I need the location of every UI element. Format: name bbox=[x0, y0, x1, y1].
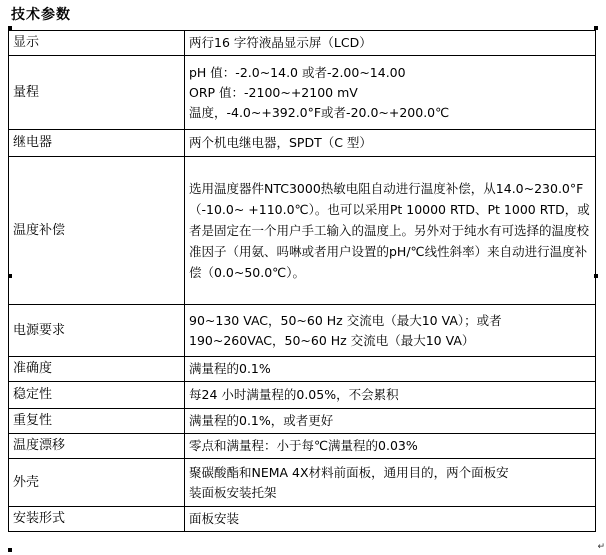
row-label: 温度补偿 bbox=[9, 157, 185, 305]
table-row bbox=[9, 31, 596, 56]
row-value: 每24 小时满量程的0.05%，不会累积 bbox=[185, 382, 596, 409]
row-label: 量程 bbox=[9, 56, 185, 130]
row-label: 温度漂移 bbox=[9, 434, 185, 459]
table-handle-bottom-left bbox=[8, 548, 12, 552]
table-row bbox=[9, 382, 596, 409]
spec-table bbox=[8, 30, 596, 532]
row-value: 面板安装 bbox=[185, 507, 596, 532]
row-label: 准确度 bbox=[9, 357, 185, 382]
row-label: 重复性 bbox=[9, 409, 185, 434]
table-row bbox=[9, 507, 596, 532]
row-value: 聚碳酸酯和NEMA 4X材料前面板，通用目的，两个面板安 装面板安装托架 bbox=[185, 459, 596, 507]
table-row bbox=[9, 434, 596, 459]
paragraph-mark-icon: ↵ bbox=[597, 542, 605, 552]
row-label: 外壳 bbox=[9, 459, 185, 507]
row-value: 两个机电继电器，SPDT（C 型） bbox=[185, 130, 596, 157]
table-row bbox=[9, 305, 596, 357]
table-row bbox=[9, 357, 596, 382]
row-value: 两行16 字符液晶显示屏（LCD） bbox=[185, 31, 596, 56]
row-label: 继电器 bbox=[9, 130, 185, 157]
table-row bbox=[9, 56, 596, 130]
table-row bbox=[9, 459, 596, 507]
row-label: 显示 bbox=[9, 31, 185, 56]
row-value: 选用温度器件NTC3000热敏电阻自动进行温度补偿，从14.0~230.0°F（-10.0~ +110.0℃）。也可以采用Pt 10000 RTD、Pt 1000 RTD，或者是固定在一个用户手工输入的温度上。另外对于纯水有可选择的温度校准因子（用氨、吗啉或者用户设置的pH/℃线性斜率）来自动进行温度补偿（0.0~50.0℃）。 bbox=[185, 157, 596, 305]
table-row bbox=[9, 409, 596, 434]
row-label: 安装形式 bbox=[9, 507, 185, 532]
section-title: 技术参数 bbox=[11, 7, 71, 23]
row-label: 电源要求 bbox=[9, 305, 185, 357]
row-value: 满量程的0.1% bbox=[185, 357, 596, 382]
row-value: 零点和满量程：小于每℃满量程的0.03% bbox=[185, 434, 596, 459]
table-row bbox=[9, 157, 596, 305]
row-value: pH 值：-2.0~14.0 或者-2.00~14.00 ORP 值：-2100~+2100 mV 温度，-4.0~+392.0°F或者-20.0~+200.0℃ bbox=[185, 56, 596, 130]
table-row bbox=[9, 130, 596, 157]
row-label: 稳定性 bbox=[9, 382, 185, 409]
row-value: 90~130 VAC，50~60 Hz 交流电（最大10 VA）；或者 190~260VAC，50~60 Hz 交流电（最大10 VA） bbox=[185, 305, 596, 357]
row-value: 满量程的0.1%，或者更好 bbox=[185, 409, 596, 434]
